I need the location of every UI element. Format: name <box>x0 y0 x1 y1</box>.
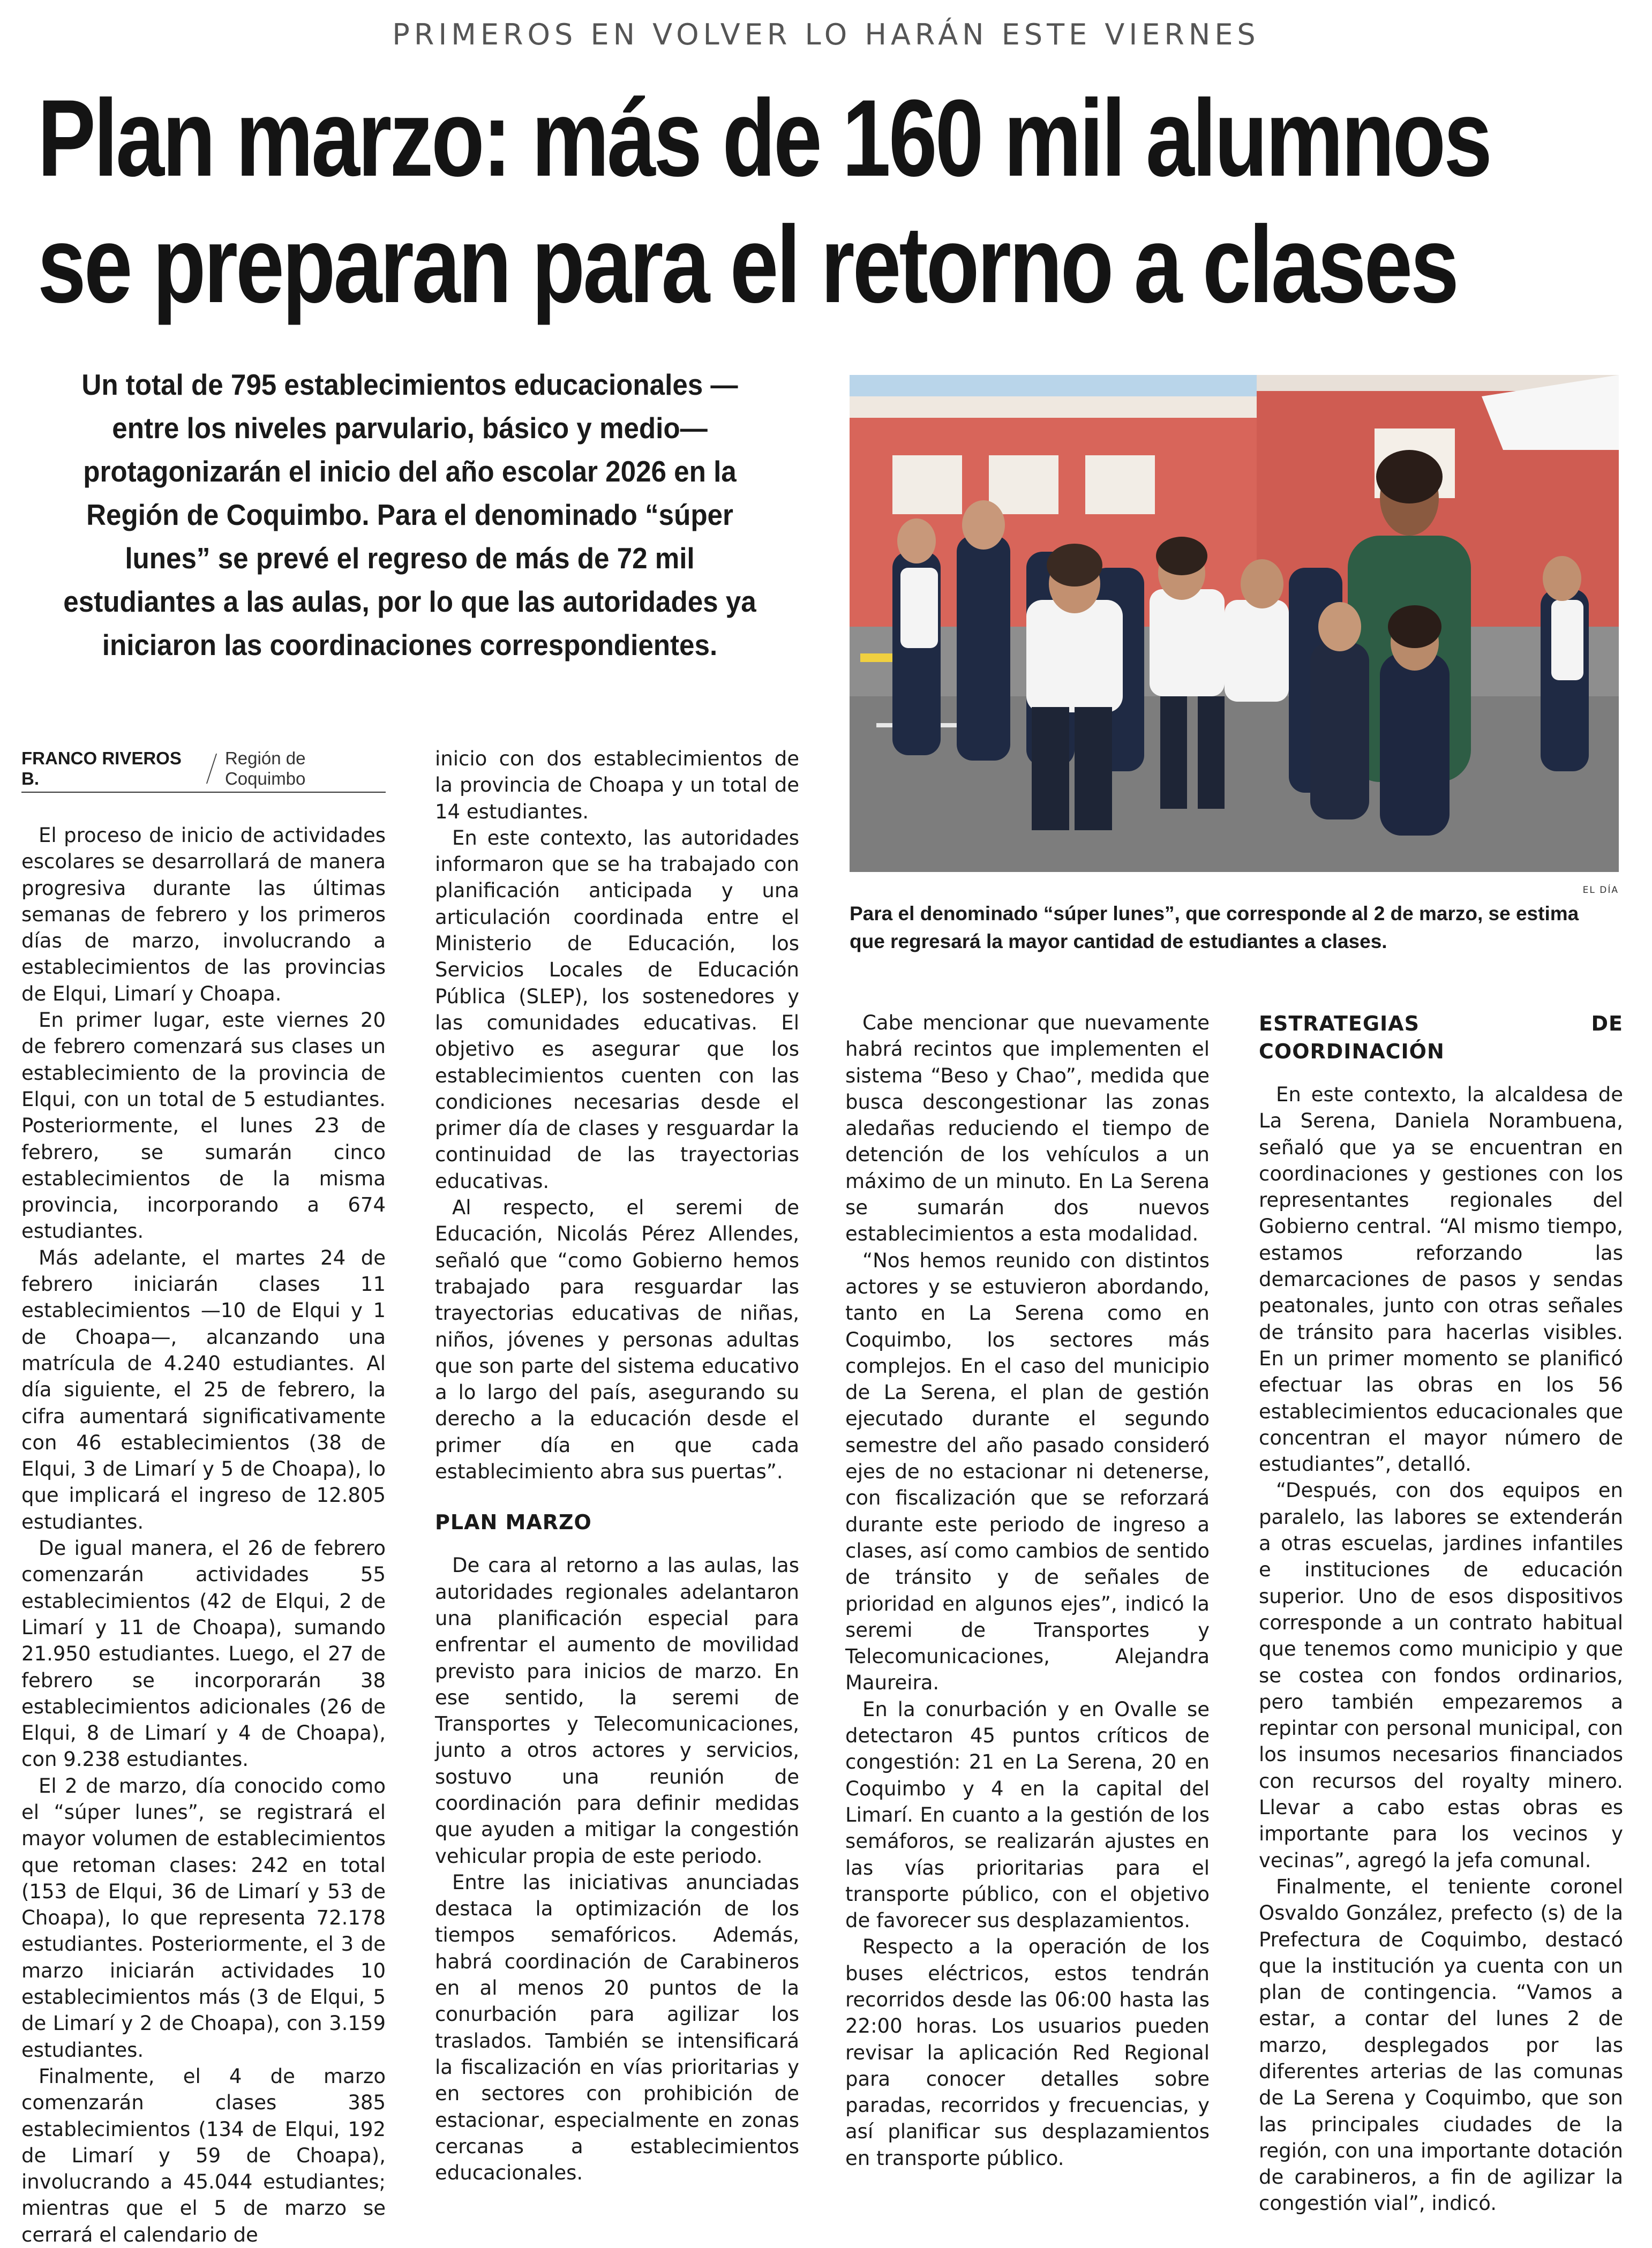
paragraph: Cabe mencionar que nuevamente habrá recintos que implementen el sistema “Beso y Chao”, medida que busca descongestionar las zonas aledañas reduciendo el tiempo de detención de los vehículos a un máximo de un minuto. En La Serena se sumarán dos nuevos establecimientos a esta modalidad. <box>845 1011 1210 1246</box>
paragraph: En este contexto, la alcaldesa de La Serena, Daniela Norambuena, señaló que ya se encuentran en coordinaciones y gestiones con los representantes regionales del Gobierno central. “Al mismo tiempo, estamos reforzando las demarcaciones de pasos y sendas peatonales, junto con otras señales de tránsito para hacerlas visibles. En un primer momento se planificó efectuar las obras en los 56 establecimientos educacionales que concentran el mayor número de estudiantes”, detalló. <box>1259 1083 1623 1476</box>
paragraph: El proceso de inicio de actividades escolares se desarrollará de manera progresiva durante las últimas semanas de febrero y los primeros días de marzo, involucrando a establecimientos de las provincias de Elqui, Limarí y Choapa. <box>21 824 386 1005</box>
headline-line-2: se preparan para el retorno a clases <box>37 204 1457 326</box>
photo-caption: Para el denominado “súper lunes”, que corresponde al 2 de marzo, se estima que regresará la mayor cantidad de estudiantes a clases. <box>850 903 1579 952</box>
paragraph: En este contexto, las autoridades informaron que se ha trabajado con planificación anticipada y una articulación coordinada entre el Ministerio de Educación, los Servicios Locales de Educación Pública (SLEP), los sostenedores y las comunidades educativas. El objetivo es asegurar que los establecimientos cuenten con las condiciones necesarias desde el primer día de clases y resguardar la continuidad de las trayectorias educativas. <box>435 826 799 1193</box>
headline <box>37 75 1490 328</box>
byline <box>21 750 386 787</box>
paragraph: En la conurbación y en Ovalle se detectaron 45 puntos críticos de congestión: 21 en La Serena, 20 en Coquimbo y 4 en la capital del Limarí. En cuanto a la gestión de los semáforos, se realizarán ajustes en las vías prioritarias para el transporte público, con el objetivo de favorecer sus desplazamientos. <box>845 1697 1210 1933</box>
paragraph: El 2 de marzo, día conocido como el “súper lunes”, se registrará el mayor volumen de establecimientos que retoman clases: 242 en total (153 de Elqui, 36 de Limarí y 53 de Choapa), lo que representa 72.178 estudiantes. Posteriormente, el 3 de marzo iniciarán actividades 10 establecimientos más (3 de Elqui, 5 de Limarí y 2 de Choapa), con 3.159 estudiantes. <box>21 1774 386 2062</box>
paragraph: “Nos hemos reunido con distintos actores y se estuvieron abordando, tanto en La Serena como en Coquimbo, los sectores más complejos. En el caso del municipio de La Serena, el plan de gestión ejecutado durante el segundo semestre del año pasado consideró ejes de no estacionar ni detenerse, con fiscalización que se reforzará durante este periodo de ingreso a clases, así como cambios de sentido de tránsito y de señales de prioridad en algunos ejes”, indicó la seremi de Transportes y Telecomunicaciones, Alejandra Maureira. <box>845 1249 1210 1695</box>
headline-line-1: Plan marzo: más de 160 mil alumnos <box>37 77 1490 199</box>
paragraph: En primer lugar, este viernes 20 de febrero comenzará sus clases un establecimiento de la provincia de Elqui, con un total de 5 estudiantes. Posteriormente, el lunes 23 de febrero, se sumarán cinco establecimientos de la misma provincia, incorporando a 674 estudiantes. <box>21 1009 386 1243</box>
paragraph: “Después, con dos equipos en paralelo, las labores se extenderán a otras escuelas, jardines infantiles e instituciones de educación superior. Uno de esos dispositivos corresponde a un contrato habitual que tenemos como municipio y que se costea con fondos ordinarios, pero también empezaremos a repintar con personal municipal, con los insumos necesarios financiados con recursos del royalty minero. Llevar a cabo estas obras es importante para los vecinos y vecinas”, agregó la jefa comunal. <box>1259 1479 1623 1872</box>
paragraph: De igual manera, el 26 de febrero comenzarán actividades 55 establecimientos (42 de Elqui, 2 de Limarí y 11 de Choapa), sumando 21.950 estudiantes. Luego, el 27 de febrero se incorporarán 38 establecimientos adicionales (26 de Elqui, 8 de Limarí y 4 de Choapa), con 9.238 estudiantes. <box>21 1537 386 1771</box>
article-column-2 <box>435 746 799 2186</box>
schoolchildren-photo <box>850 375 1619 872</box>
byline-divider <box>206 754 217 784</box>
byline-author: FRANCO RIVEROS B. <box>21 748 182 788</box>
paragraph: Más adelante, el martes 24 de febrero iniciarán clases 11 establecimientos —10 de Elqui y 1 de Choapa—, alcanzando una matrícula de 4.240 estudiantes. Al día siguiente, el 25 de febrero, la cifra aumentará significativamente con 46 establecimientos (38 de Elqui, 3 de Limarí y 5 de Choapa), lo que implicará el ingreso de 12.805 estudiantes. <box>21 1246 386 1533</box>
photo-credit: EL DÍA <box>1582 885 1619 896</box>
article-column-1 <box>21 822 386 2248</box>
paragraph: Finalmente, el teniente coronel Osvaldo González, prefecto (s) de la Prefectura de Coquimbo, destacó que la institución ya cuenta con un plan de contingencia. “Vamos a estar, a contar del lunes 2 de marzo, desplegados por las diferentes arterias de las comunas de La Serena y Coquimbo, que son las principales ciudades de la región, con una importante dotación de carabineros, a fin de agilizar la congestión vial”, indicó. <box>1259 1875 1623 2215</box>
section-heading-plan-marzo: PLAN MARZO <box>435 1510 592 1535</box>
paragraph: Al respecto, el seremi de Educación, Nicolás Pérez Allendes, señaló que “como Gobierno hemos trabajado para resguardar las trayectorias educativas de niñas, niños, jóvenes y personas adultas que son parte del sistema educativo a lo largo del país, asegurando su derecho a la educación desde el primer día en que cada establecimiento abra sus puertas”. <box>435 1196 799 1484</box>
paragraph: De cara al retorno a las aulas, las autoridades regionales adelantaron una planificación especial para enfrentar el aumento de movilidad previsto para inicios de marzo. En ese sentido, la seremi de Transportes y Telecomunicaciones, junto a otros actores y servicios, sostuvo una reunión de coordinación para definir medidas que ayuden a mitigar la congestión vehicular propia de este periodo. <box>435 1554 799 1868</box>
lead-paragraph: Un total de 795 establecimientos educacionales —entre los niveles parvulario, básico y medio— protagonizarán el inicio del año escolar 2026 en la Región de Coquimbo. Para el denominado “súper lunes” se prevé el regreso de más de 72 mil estudiantes a las aulas, por lo que las autoridades ya iniciaron las coordinaciones correspondientes. <box>63 368 756 661</box>
article-column-4 <box>1259 1010 1623 2217</box>
paragraph: Respecto a la operación de los buses eléctricos, estos tendrán recorridos desde las 06:00 hasta las 22:00 horas. Los usuarios pueden revisar la aplicación Red Regional para conocer detalles sobre paradas, recorridos y frecuencias, y así planificar sus desplazamientos en transporte público. <box>845 1935 1210 2170</box>
paragraph: Entre las iniciativas anunciadas destaca la optimización de los tiempos semafóricos. Además, habrá coordinación de Carabineros en al menos 20 puntos de la conurbación para agilizar los traslados. También se intensificará la fiscalización en vías prioritarias y en sectores con prohibición de estacionar, especialmente en zonas cercanas a establecimientos educacionales. <box>435 1870 799 2185</box>
kicker: PRIMEROS EN VOLVER LO HARÁN ESTE VIERNES <box>392 18 1260 51</box>
article-column-3 <box>845 1010 1210 2171</box>
article-photo <box>850 375 1619 872</box>
paragraph: inicio con dos establecimientos de la provincia de Choapa y un total de 14 estudiantes. <box>435 747 799 823</box>
section-heading-estrategias: ESTRATEGIAS DE COORDINACIÓN <box>1259 1012 1623 1063</box>
byline-location: Región de Coquimbo <box>224 748 306 788</box>
byline-rule <box>21 792 386 793</box>
paragraph: Finalmente, el 4 de marzo comenzarán clases 385 establecimientos (134 de Elqui, 192 de Limarí y 59 de Choapa), involucrando a 45.044 estudiantes; mientras que el 5 de marzo se cerrará el calendario de <box>21 2064 386 2246</box>
